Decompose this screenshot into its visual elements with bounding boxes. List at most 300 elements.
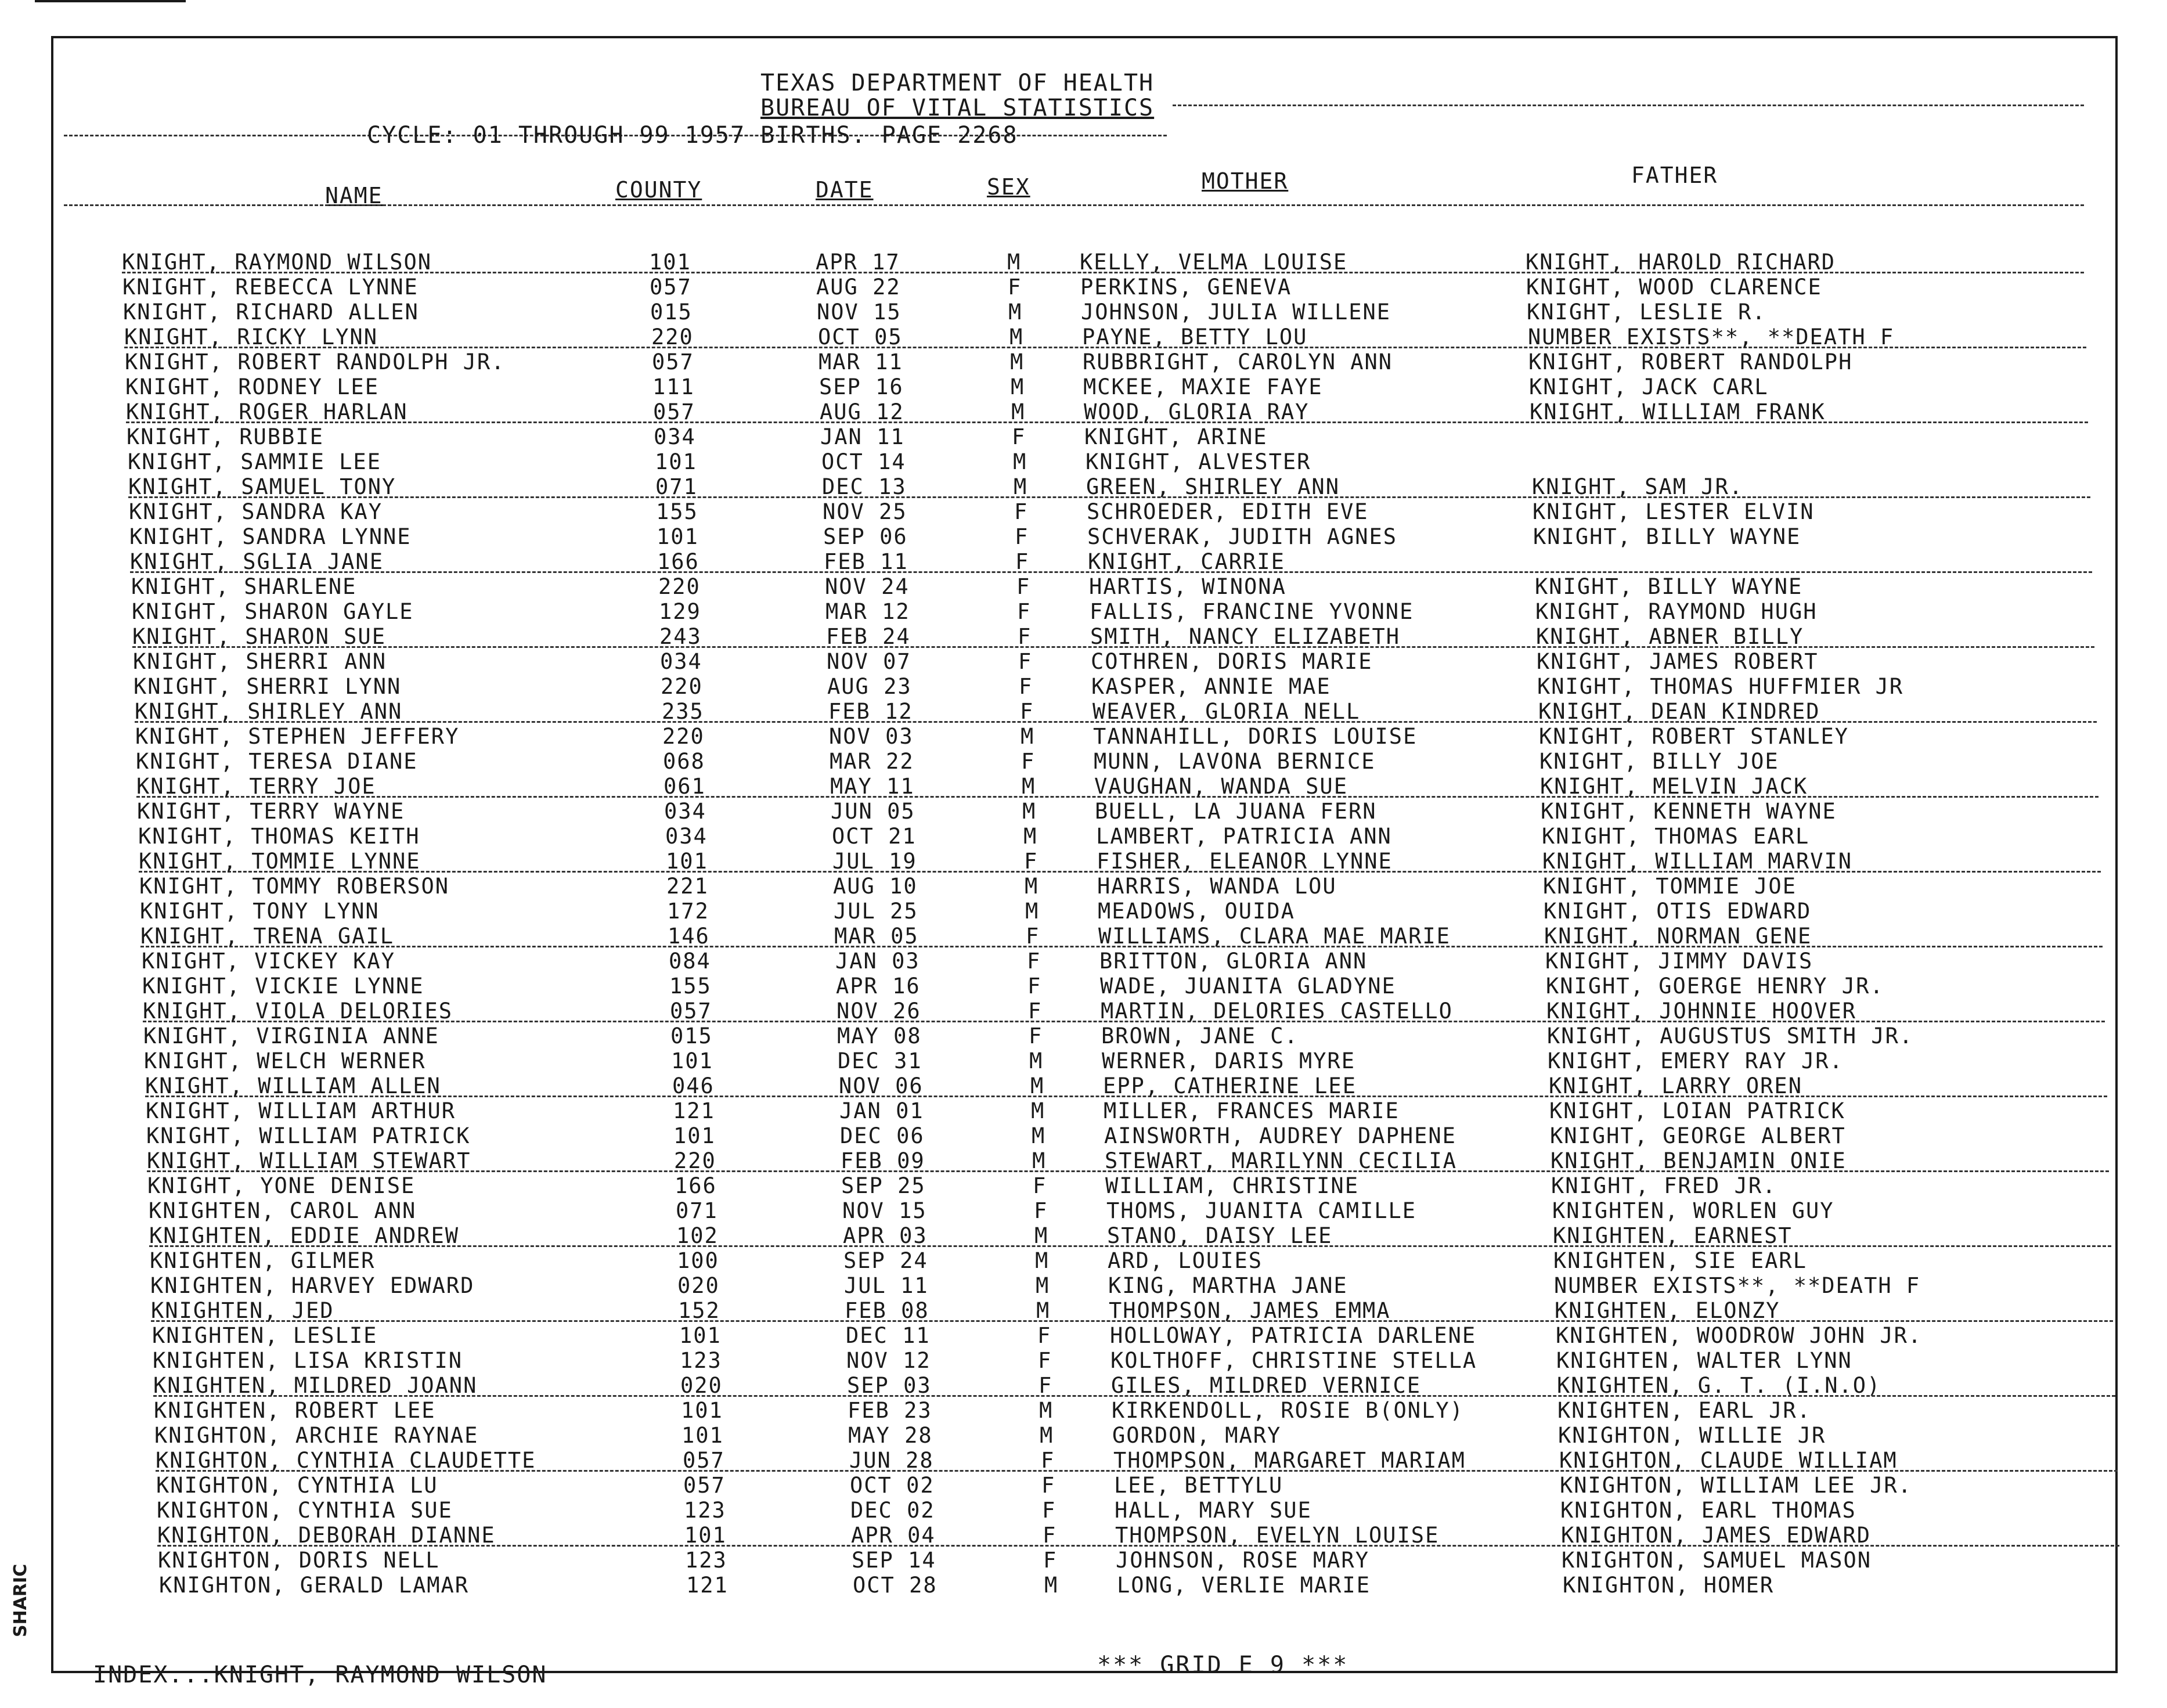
cell-father: KNIGHT, WILLIAM FRANK: [1530, 399, 1826, 424]
table-row: [137, 798, 2099, 823]
cell-sex: F: [1037, 1323, 1052, 1348]
index-reference: INDEX...KNIGHT, RAYMOND WILSON: [93, 1662, 547, 1688]
cell-date: DEC 11: [846, 1323, 931, 1348]
cell-date: FEB 24: [826, 624, 911, 649]
cell-date: DEC 13: [822, 474, 907, 499]
cell-mother: STANO, DAISY LEE: [1107, 1223, 1333, 1248]
cell-county: 243: [659, 624, 702, 649]
cell-county: 034: [654, 424, 696, 449]
cell-mother: KASPER, ANNIE MAE: [1091, 674, 1331, 699]
cell-name: KNIGHT, SHERRI ANN: [133, 649, 387, 674]
cell-date: SEP 03: [847, 1373, 932, 1398]
table-row: [156, 1472, 2118, 1497]
cell-mother: THOMS, JUANITA CAMILLE: [1106, 1198, 1417, 1223]
table-row: [154, 1422, 2116, 1447]
cell-name: KNIGHTEN, GILMER: [150, 1248, 376, 1273]
cell-county: 020: [680, 1373, 723, 1398]
cell-sex: F: [1017, 599, 1032, 624]
cell-name: KNIGHT, STEPHEN JEFFERY: [135, 724, 460, 749]
cell-date: NOV 15: [842, 1198, 927, 1223]
cell-father: KNIGHT, KENNETH WAYNE: [1541, 799, 1837, 824]
cell-mother: HOLLOWAY, PATRICIA DARLENE: [1110, 1323, 1477, 1348]
cell-sex: M: [1039, 1398, 1054, 1423]
cell-sex: F: [1015, 524, 1029, 549]
table-row: [142, 972, 2104, 997]
cell-mother: FISHER, ELEANOR LYNNE: [1097, 849, 1393, 874]
cell-date: JUN 28: [849, 1448, 934, 1473]
table-row: [123, 298, 2085, 323]
top-edge-line: [35, 0, 186, 2]
cell-sex: M: [1011, 399, 1026, 424]
cell-name: KNIGHTON, CYNTHIA SUE: [157, 1498, 453, 1523]
cell-mother: ARD, LOUIES: [1108, 1248, 1263, 1273]
cell-county: 057: [670, 999, 712, 1024]
cell-sex: F: [1024, 849, 1039, 874]
cell-county: 129: [659, 599, 701, 624]
cell-sex: F: [1028, 999, 1043, 1024]
cell-name: KNIGHT, WILLIAM ARTHUR: [146, 1098, 456, 1123]
cell-name: KNIGHTEN, EDDIE ANDREW: [149, 1223, 460, 1248]
table-row: [153, 1347, 2115, 1372]
table-row: [158, 1547, 2120, 1572]
cell-mother: MARTIN, DELORIES CASTELLO: [1101, 999, 1453, 1024]
cell-date: OCT 14: [821, 449, 906, 474]
cell-sex: M: [1034, 1223, 1049, 1248]
cell-father: KNIGHT, MELVIN JACK: [1540, 774, 1808, 799]
cell-date: NOV 06: [839, 1073, 924, 1098]
table-row: [150, 1272, 2112, 1297]
cell-county: 235: [662, 699, 704, 724]
cell-date: AUG 23: [827, 674, 912, 699]
cell-county: 015: [670, 1024, 713, 1048]
cell-date: AUG 22: [816, 275, 901, 300]
cell-date: JAN 01: [839, 1098, 924, 1123]
cell-mother: BROWN, JANE C.: [1101, 1024, 1299, 1048]
cell-date: FEB 11: [824, 549, 908, 574]
cell-father: KNIGHTEN, WORLEN GUY: [1552, 1198, 1834, 1223]
cell-name: KNIGHTON, DEBORAH DIANNE: [157, 1523, 496, 1548]
cell-mother: AINSWORTH, AUDREY DAPHENE: [1104, 1123, 1456, 1148]
cell-mother: STEWART, MARILYNN CECILIA: [1105, 1148, 1457, 1173]
cell-county: 111: [652, 374, 695, 399]
cell-date: MAR 05: [834, 924, 919, 949]
cell-name: KNIGHT, WILLIAM ALLEN: [145, 1073, 441, 1098]
cell-name: KNIGHT, SANDRA LYNNE: [129, 524, 412, 549]
cell-county: 101: [673, 1123, 716, 1148]
cell-county: 057: [683, 1473, 726, 1498]
cell-county: 123: [685, 1548, 727, 1573]
cell-date: AUG 10: [833, 874, 918, 899]
cell-name: KNIGHT, RICKY LYNN: [124, 325, 378, 349]
cell-mother: WADE, JUANITA GLADYNE: [1100, 974, 1396, 999]
cell-mother: TANNAHILL, DORIS LOUISE: [1093, 724, 1418, 749]
cell-mother: MEADOWS, OUIDA: [1098, 899, 1295, 924]
cell-date: JUN 05: [831, 799, 915, 824]
cell-name: KNIGHT, TONY LYNN: [140, 899, 380, 924]
cell-date: FEB 12: [828, 699, 913, 724]
cell-sex: M: [1040, 1423, 1054, 1448]
cell-mother: SMITH, NANCY ELIZABETH: [1090, 624, 1401, 649]
header-divider: [1173, 105, 2084, 106]
cell-father: KNIGHT, LESLIE R.: [1527, 300, 1766, 325]
table-row: [157, 1522, 2119, 1547]
cell-name: KNIGHTEN, JED: [151, 1298, 334, 1323]
cell-county: 068: [663, 749, 705, 774]
cell-date: OCT 28: [853, 1573, 938, 1598]
cell-name: KNIGHTEN, LESLIE: [152, 1323, 378, 1348]
cell-date: NOV 12: [846, 1348, 931, 1373]
cell-date: MAR 22: [830, 749, 914, 774]
cell-father: KNIGHTON, HOMER: [1563, 1573, 1775, 1598]
cell-county: 034: [664, 799, 706, 824]
table-row: [127, 423, 2089, 448]
cell-mother: WILLIAMS, CLARA MAE MARIE: [1098, 924, 1451, 949]
cell-name: KNIGHT, TERESA DIANE: [136, 749, 418, 774]
cell-mother: JOHNSON, JULIA WILLENE: [1081, 300, 1391, 325]
cell-sex: M: [1023, 824, 1038, 849]
cell-county: 220: [651, 325, 694, 349]
cell-mother: LAMBERT, PATRICIA ANN: [1096, 824, 1392, 849]
cell-name: KNIGHT, SHIRLEY ANN: [135, 699, 403, 724]
cell-mother: MILLER, FRANCES MARIE: [1104, 1098, 1400, 1123]
table-row: [136, 773, 2099, 798]
cell-date: OCT 05: [818, 325, 903, 349]
cell-date: SEP 06: [823, 524, 908, 549]
cell-father: KNIGHTEN, EARNEST: [1553, 1223, 1793, 1248]
cell-father: KNIGHT, WILLIAM MARVIN: [1542, 849, 1853, 874]
cell-sex: M: [1030, 1073, 1045, 1098]
table-row: [146, 1097, 2108, 1122]
cell-name: KNIGHTON, DORIS NELL: [158, 1548, 440, 1573]
cell-county: 166: [657, 549, 700, 574]
cell-county: 155: [656, 499, 698, 524]
cell-date: OCT 21: [832, 824, 917, 849]
cell-father: KNIGHTEN, G. T. (I.N.O): [1557, 1373, 1881, 1398]
table-row: [157, 1497, 2119, 1522]
cell-date: SEP 14: [852, 1548, 936, 1573]
cell-father: KNIGHT, LARRY OREN: [1549, 1073, 1802, 1098]
cell-county: 123: [680, 1348, 722, 1373]
cell-county: 155: [669, 974, 712, 999]
cell-sex: F: [1027, 949, 1041, 974]
table-row: [144, 1047, 2106, 1072]
cell-mother: KOLTHOFF, CHRISTINE STELLA: [1110, 1348, 1477, 1373]
cell-mother: GORDON, MARY: [1112, 1423, 1282, 1448]
cell-sex: F: [1021, 749, 1036, 774]
cell-mother: KING, MARTHA JANE: [1108, 1273, 1348, 1298]
cell-county: 101: [657, 524, 699, 549]
table-row: [145, 1072, 2107, 1097]
cell-father: KNIGHT, LOIAN PATRICK: [1549, 1098, 1845, 1123]
cell-date: FEB 09: [841, 1148, 925, 1173]
table-row: [143, 997, 2105, 1022]
table-row: [135, 698, 2097, 723]
cell-sex: M: [1035, 1248, 1050, 1273]
table-row: [136, 748, 2098, 773]
cell-father: KNIGHTEN, EARL JR.: [1557, 1398, 1811, 1423]
cell-mother: WERNER, DARIS MYRE: [1102, 1048, 1355, 1073]
cell-county: 046: [672, 1073, 715, 1098]
cell-county: 101: [682, 1423, 724, 1448]
cell-county: 034: [660, 649, 702, 674]
table-row: [146, 1122, 2108, 1147]
cell-date: DEC 31: [838, 1048, 922, 1073]
table-row: [140, 898, 2102, 923]
table-row: [130, 548, 2092, 573]
cell-name: KNIGHTON, GERALD LAMAR: [159, 1573, 470, 1598]
table-row: [129, 523, 2092, 548]
cell-name: KNIGHT, WILLIAM STEWART: [147, 1148, 471, 1173]
cell-father: KNIGHT, HAROLD RICHARD: [1526, 250, 1836, 275]
cell-name: KNIGHT, VICKEY KAY: [142, 949, 395, 974]
cell-date: SEP 25: [841, 1173, 926, 1198]
cell-sex: M: [1032, 1123, 1046, 1148]
cell-date: MAY 08: [837, 1024, 922, 1048]
cell-mother: WEAVER, GLORIA NELL: [1092, 699, 1361, 724]
cell-father: KNIGHT, OTIS EDWARD: [1544, 899, 1812, 924]
cell-date: NOV 25: [823, 499, 907, 524]
table-row: [149, 1197, 2111, 1222]
cell-sex: M: [1013, 449, 1027, 474]
cell-mother: THOMPSON, MARGARET MARIAM: [1113, 1448, 1466, 1473]
table-row: [156, 1447, 2118, 1472]
cell-date: APR 04: [851, 1523, 936, 1548]
table-row: [129, 498, 2091, 523]
cell-date: DEC 06: [840, 1123, 925, 1148]
cell-county: 100: [677, 1248, 719, 1273]
cell-date: AUG 12: [820, 399, 904, 424]
cell-mother: MCKEE, MAXIE FAYE: [1083, 374, 1323, 399]
cell-sex: M: [1021, 724, 1035, 749]
table-row: [151, 1297, 2113, 1322]
cell-name: KNIGHTON, ARCHIE RAYNAE: [154, 1423, 479, 1448]
cell-name: KNIGHTEN, MILDRED JOANN: [153, 1373, 478, 1398]
cell-father: KNIGHTON, SAMUEL MASON: [1562, 1548, 1872, 1573]
cell-sex: F: [1018, 649, 1033, 674]
cell-mother: THOMPSON, EVELYN LOUISE: [1115, 1523, 1440, 1548]
table-row: [131, 573, 2093, 598]
cell-sex: M: [1025, 899, 1040, 924]
table-row: [122, 248, 2084, 273]
cell-date: FEB 08: [845, 1298, 929, 1323]
cell-father: KNIGHT, GEORGE ALBERT: [1550, 1123, 1846, 1148]
cell-county: 084: [669, 949, 711, 974]
records-table: [122, 248, 2084, 1597]
cell-sex: M: [1032, 1148, 1047, 1173]
cell-sex: M: [1007, 250, 1022, 275]
cell-father: KNIGHTON, WILLIAM LEE JR.: [1560, 1473, 1912, 1498]
cell-name: KNIGHTEN, LISA KRISTIN: [153, 1348, 463, 1373]
cell-county: 172: [667, 899, 709, 924]
cell-father: KNIGHT, NORMAN GENE: [1544, 924, 1812, 949]
cell-sex: F: [1039, 1373, 1053, 1398]
cell-date: SEP 16: [819, 374, 904, 399]
cell-father: KNIGHT, LESTER ELVIN: [1533, 499, 1815, 524]
cell-county: 220: [658, 574, 701, 599]
table-row: [132, 623, 2094, 648]
side-stamp: SHARIC: [10, 1563, 31, 1637]
cell-father: KNIGHT, TOMMIE JOE: [1543, 874, 1797, 899]
cell-county: 101: [681, 1398, 723, 1423]
cell-date: JUL 25: [834, 899, 918, 924]
cell-date: APR 03: [843, 1223, 928, 1248]
cell-father: KNIGHTON, CLAUDE WILLIAM: [1559, 1448, 1898, 1473]
cell-father: KNIGHT, BENJAMIN ONIE: [1551, 1148, 1847, 1173]
cell-date: DEC 02: [850, 1498, 935, 1523]
cell-sex: F: [1018, 624, 1032, 649]
cell-date: NOV 07: [827, 649, 911, 674]
cell-sex: F: [1041, 1473, 1056, 1498]
cell-county: 121: [673, 1098, 715, 1123]
cell-mother: BRITTON, GLORIA ANN: [1099, 949, 1368, 974]
cell-county: 221: [666, 874, 709, 899]
cell-sex: F: [1019, 674, 1033, 699]
cell-county: 057: [653, 399, 695, 424]
cell-father: KNIGHT, ROBERT RANDOLPH: [1528, 349, 1853, 374]
cycle-line: CYCLE: 01 THROUGH 99 1957 BIRTHS. PAGE 2268: [367, 122, 1018, 149]
cell-date: MAY 28: [848, 1423, 933, 1448]
table-row: [154, 1397, 2116, 1422]
cell-county: 071: [676, 1198, 718, 1223]
cell-date: JAN 03: [835, 949, 920, 974]
cell-sex: F: [1038, 1348, 1052, 1373]
table-row: [147, 1147, 2109, 1172]
cell-date: NOV 24: [825, 574, 910, 599]
cell-father: KNIGHT, GOERGE HENRY JR.: [1546, 974, 1884, 999]
cell-name: KNIGHT, RAYMOND WILSON: [122, 250, 432, 275]
table-row: [140, 923, 2103, 947]
cell-name: KNIGHT, THOMAS KEITH: [138, 824, 420, 849]
cell-father: KNIGHT, SAM JR.: [1532, 474, 1744, 499]
cell-father: KNIGHT, AUGUSTUS SMITH JR.: [1547, 1024, 1914, 1048]
cell-mother: KNIGHT, ARINE: [1084, 424, 1268, 449]
cell-name: KNIGHT, SHARON SUE: [132, 624, 386, 649]
table-row: [159, 1572, 2121, 1597]
cell-county: 220: [661, 674, 703, 699]
cell-father: KNIGHTEN, SIE EARL: [1553, 1248, 1807, 1273]
cell-father: KNIGHT, ROBERT STANLEY: [1539, 724, 1849, 749]
cell-father: NUMBER EXISTS**, **DEATH F: [1554, 1273, 1921, 1298]
cell-sex: F: [1020, 699, 1034, 724]
cell-county: 071: [655, 474, 698, 499]
cell-county: 101: [666, 849, 708, 874]
cell-sex: F: [1026, 924, 1040, 949]
cell-name: KNIGHTON, CYNTHIA CLAUDETTE: [156, 1448, 536, 1473]
cell-father: NUMBER EXISTS**, **DEATH F: [1528, 325, 1895, 349]
cell-sex: F: [1027, 974, 1042, 999]
cell-county: 101: [679, 1323, 722, 1348]
table-row: [122, 273, 2085, 298]
cell-name: KNIGHT, WILLIAM PATRICK: [146, 1123, 471, 1148]
cell-sex: M: [1044, 1573, 1059, 1598]
cell-sex: M: [1025, 874, 1039, 899]
cell-mother: JOHNSON, ROSE MARY: [1116, 1548, 1369, 1573]
table-row: [153, 1372, 2115, 1397]
cell-date: JUL 19: [832, 849, 917, 874]
table-row: [125, 348, 2087, 373]
cell-father: KNIGHT, JOHNNIE HOOVER: [1546, 999, 1857, 1024]
cell-county: 102: [676, 1223, 719, 1248]
cell-father: KNIGHT, JAMES ROBERT: [1537, 649, 1819, 674]
cell-father: KNIGHT, WOOD CLARENCE: [1526, 275, 1822, 300]
cell-sex: F: [1043, 1548, 1058, 1573]
cell-sex: F: [1041, 1448, 1055, 1473]
cell-sex: M: [1036, 1298, 1051, 1323]
cell-mother: PAYNE, BETTY LOU: [1082, 325, 1308, 349]
cell-mother: BUELL, LA JUANA FERN: [1095, 799, 1377, 824]
cell-county: 057: [650, 275, 692, 300]
cell-name: KNIGHTEN, HARVEY EDWARD: [150, 1273, 475, 1298]
cell-name: KNIGHT, TERRY JOE: [136, 774, 376, 799]
cell-name: KNIGHT, WELCH WERNER: [144, 1048, 426, 1073]
cell-name: KNIGHT, VICKIE LYNNE: [142, 974, 424, 999]
cell-name: KNIGHT, REBECCA LYNNE: [122, 275, 419, 300]
cell-county: 034: [665, 824, 708, 849]
cell-name: KNIGHT, TOMMY ROBERSON: [139, 874, 450, 899]
cell-sex: M: [1036, 1273, 1050, 1298]
cell-father: KNIGHT, ABNER BILLY: [1536, 624, 1804, 649]
cell-county: 101: [684, 1523, 727, 1548]
cell-sex: M: [1008, 300, 1023, 325]
cell-mother: WOOD, GLORIA RAY: [1084, 399, 1310, 424]
cell-sex: F: [1012, 424, 1026, 449]
cell-county: 220: [662, 724, 705, 749]
cell-sex: M: [1022, 774, 1036, 799]
cell-name: KNIGHT, SHARON GAYLE: [132, 599, 414, 624]
cell-county: 061: [664, 774, 706, 799]
table-row: [138, 823, 2100, 848]
cell-name: KNIGHT, TERRY WAYNE: [137, 799, 405, 824]
cell-name: KNIGHT, SAMMIE LEE: [128, 449, 381, 474]
table-row: [133, 648, 2095, 673]
cell-mother: KNIGHT, CARRIE: [1088, 549, 1285, 574]
column-header-father: FATHER: [1631, 163, 1718, 188]
cell-father: KNIGHT, JIMMY DAVIS: [1545, 949, 1813, 974]
cell-father: KNIGHT, FRED JR.: [1551, 1173, 1777, 1198]
column-header-date: DATE: [816, 177, 874, 203]
cell-father: KNIGHT, BILLY WAYNE: [1533, 524, 1801, 549]
cell-mother: WILLIAM, CHRISTINE: [1105, 1173, 1359, 1198]
cell-father: KNIGHTEN, WOODROW JOHN JR.: [1556, 1323, 1923, 1348]
cell-mother: EPP, CATHERINE LEE: [1103, 1073, 1357, 1098]
cell-mother: GREEN, SHIRLEY ANN: [1086, 474, 1340, 499]
cell-father: KNIGHTON, EARL THOMAS: [1560, 1498, 1856, 1523]
cell-mother: SCHROEDER, EDITH EVE: [1087, 499, 1369, 524]
cell-sex: F: [1029, 1024, 1043, 1048]
cell-name: KNIGHT, TRENA GAIL: [140, 924, 394, 949]
cell-father: KNIGHT, BILLY WAYNE: [1535, 574, 1803, 599]
cell-mother: KNIGHT, ALVESTER: [1086, 449, 1311, 474]
cell-county: 020: [677, 1273, 720, 1298]
cell-father: KNIGHT, JACK CARL: [1529, 374, 1769, 399]
cell-father: KNIGHT, THOMAS HUFFMIER JR: [1537, 674, 1904, 699]
cell-county: 123: [684, 1498, 726, 1523]
table-row: [149, 1222, 2111, 1247]
cell-sex: M: [1022, 799, 1037, 824]
column-header-name: NAME: [325, 183, 383, 208]
cell-father: KNIGHTEN, ELONZY: [1555, 1298, 1780, 1323]
cell-sex: F: [1008, 275, 1022, 300]
cell-date: OCT 02: [850, 1473, 935, 1498]
cell-name: KNIGHT, ROGER HARLAN: [126, 399, 408, 424]
cell-sex: F: [1014, 499, 1029, 524]
cell-name: KNIGHTEN, CAROL ANN: [149, 1198, 417, 1223]
cell-mother: SCHVERAK, JUDITH AGNES: [1087, 524, 1398, 549]
cell-name: KNIGHT, RODNEY LEE: [125, 374, 379, 399]
cell-mother: LEE, BETTYLU: [1114, 1473, 1283, 1498]
cell-mother: HARRIS, WANDA LOU: [1097, 874, 1337, 899]
cell-date: MAR 12: [825, 599, 910, 624]
